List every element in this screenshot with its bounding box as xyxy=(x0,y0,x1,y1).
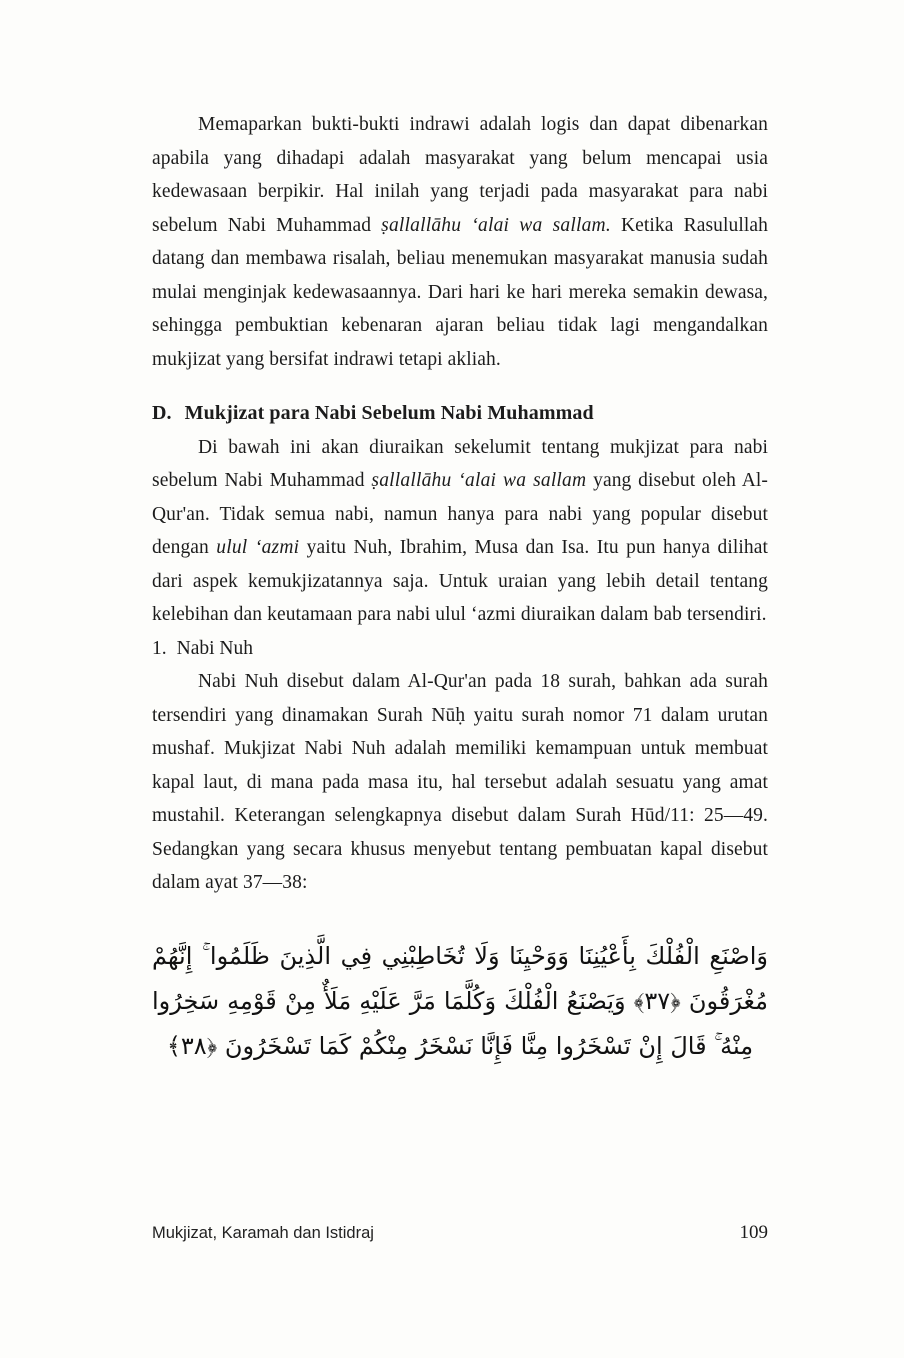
section-letter: D. xyxy=(152,402,172,424)
paragraph-1-text-tail: Ketika Rasulullah datang dan membawa risalah, beliau menemukan masyarakat manusia sudah mulai menginjak kedewasaannya. Dari hari ke hari mereka semakin dewasa, sehingga pembuktian kebenaran ajaran beliau tidak lagi mengandalkan mukjizat yang bersifat indrawi tetapi akliah. xyxy=(152,214,768,370)
item-number: 1. xyxy=(152,637,167,659)
numbered-item-1 xyxy=(152,632,768,666)
term-italic-ulul-azmi: ulul ‘azmi xyxy=(216,537,300,558)
quran-verse-arabic: وَاصْنَعِ الْفُلْكَ بِأَعْيُنِنَا وَوَحْيِنَا وَلَا تُخَاطِبْنِي فِي الَّذِينَ ظَلَمُوا ۚ إِنَّهُمْ مُغْرَقُونَ ﴿٣٧﴾ وَيَصْنَعُ الْفُلْكَ وَكُلَّمَا مَرَّ عَلَيْهِ مَلَأٌ مِنْ قَوْمِهِ سَخِرُوا مِنْهُ ۚ قَالَ إِنْ تَسْخَرُوا مِنَّا فَإِنَّا نَسْخَرُ مِنْكُمْ كَمَا تَسْخَرُونَ ﴿٣٨﴾ xyxy=(152,941,768,1060)
paragraph-2-text-mid: yang disebut oleh Al-Qur'an. Tidak semua nabi, namun hanya para nabi yang popular disebut dengan xyxy=(152,470,768,558)
page-body xyxy=(152,108,768,1069)
paragraph-3-text: Nabi Nuh disebut dalam Al-Qur'an pada 18 surah, bahkan ada surah tersendiri yang dinamakan Surah Nūḥ yaitu surah nomor 71 dalam urutan mushaf. Mukjizat Nabi Nuh adalah memiliki kemampuan untuk membuat kapal laut, di mana pada masa itu, hal tersebut adalah sesuatu yang amat mustahil. Keterangan selengkapnya disebut dalam Surah Hūd/11: 25—49. Sedangkan yang secara khusus menyebut tentang pembuatan kapal disebut dalam ayat 37—38: xyxy=(152,671,768,893)
page-number: 109 xyxy=(739,1222,768,1243)
paragraph-1 xyxy=(152,108,768,376)
running-footer-title: Mukjizat, Karamah dan Istidraj xyxy=(152,1224,374,1242)
paragraph-2-text-lead: Di bawah ini akan diuraikan sekelumit tentang mukjizat para nabi sebelum Nabi Muhammad xyxy=(152,436,768,491)
honorific-italic: ṣallallāhu ‘alai wa sallam. xyxy=(381,214,611,236)
section-title: Mukjizat para Nabi Sebelum Nabi Muhammad xyxy=(184,402,594,424)
paragraph-3 xyxy=(152,665,768,900)
page-footer xyxy=(152,1222,768,1244)
honorific-italic: ṣallallāhu ‘alai wa sallam xyxy=(371,470,587,491)
paragraph-2 xyxy=(152,431,768,632)
paragraph-2-text-tail: yaitu Nuh, Ibrahim, Musa dan Isa. Itu pun hanya dilihat dari aspek kemukjizatannya saja. Untuk uraian yang lebih detail tentang kelebihan dan keutamaan para nabi ulul ‘azmi diuraikan dalam bab tersendiri. xyxy=(152,537,768,625)
section-heading xyxy=(152,397,768,431)
item-title: Nabi Nuh xyxy=(176,637,253,659)
paragraph-1-text-lead: Memaparkan bukti-bukti indrawi adalah logis dan dapat dibenarkan apabila yang dihadapi adalah masyarakat yang belum mencapai usia kedewasaan berpikir. Hal inilah yang terjadi pada masyarakat para nabi sebelum Nabi Muhammad xyxy=(152,114,768,236)
